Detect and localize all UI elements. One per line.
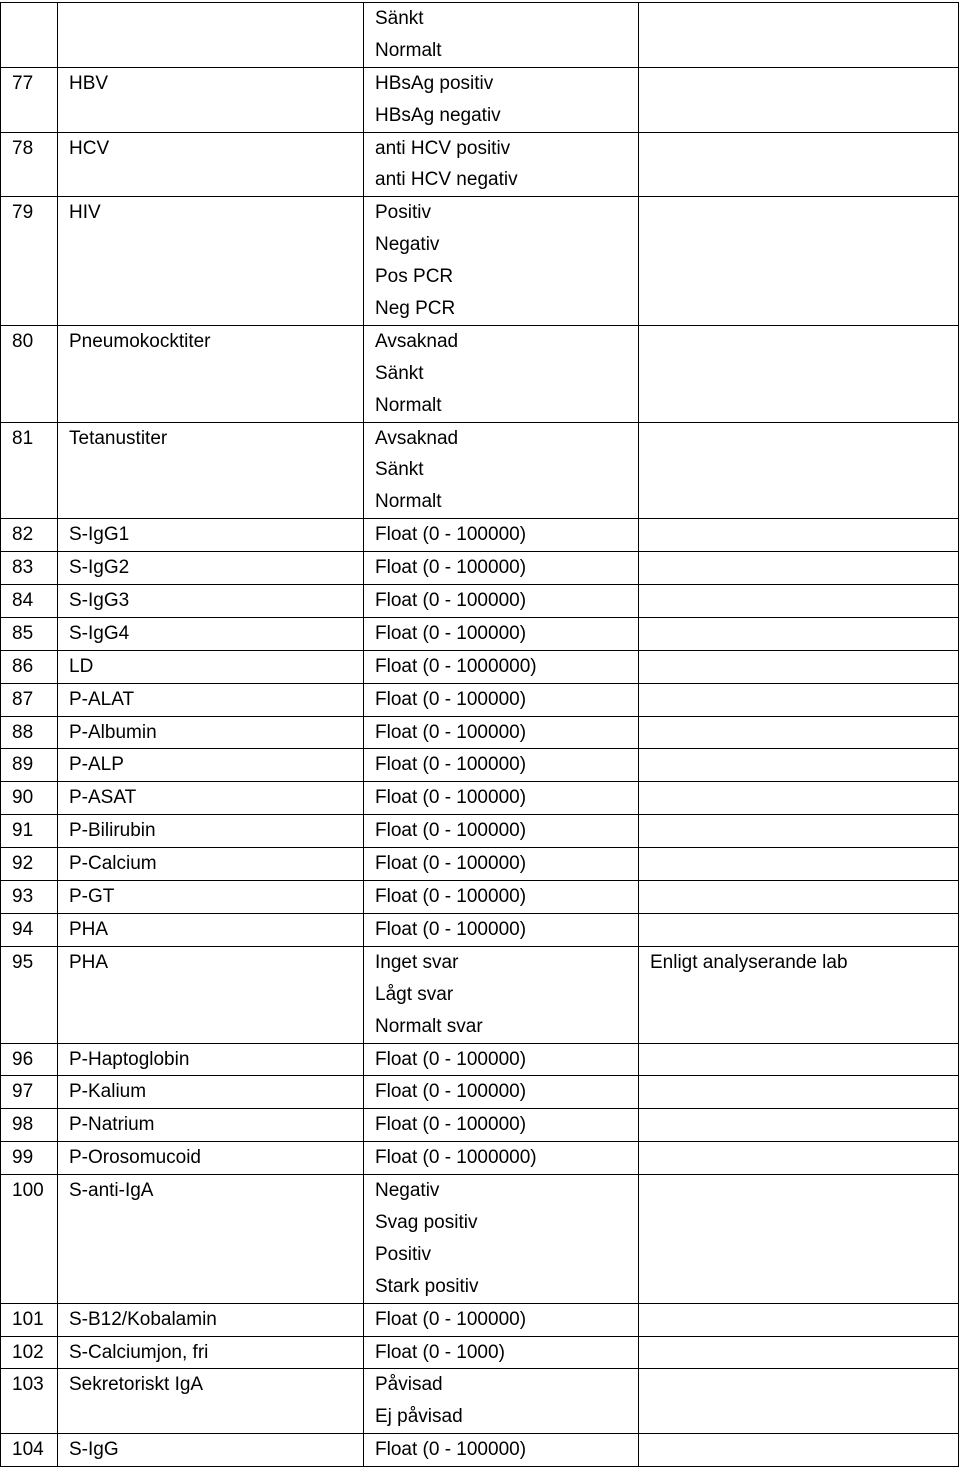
row-number: 79: [12, 202, 34, 224]
note-text: [639, 552, 958, 584]
row-number-cell: [1, 815, 58, 848]
row-number: 87: [12, 688, 34, 710]
parameter-name: P-Orosomucoid: [69, 1147, 201, 1169]
note-text: [639, 914, 958, 946]
parameter-name-cell: [58, 913, 364, 946]
value-option: Sänkt: [375, 362, 424, 384]
value-options-cell: [364, 1076, 639, 1109]
value-options-cell: [364, 1109, 639, 1142]
note-cell: [639, 815, 959, 848]
row-number: 98: [12, 1114, 34, 1136]
value-option: Float (0 - 100000): [375, 1308, 527, 1330]
row-number-cell: [1, 1109, 58, 1142]
note-cell: [639, 1369, 959, 1434]
table-row: [1, 325, 959, 422]
parameter-name-cell: [58, 650, 364, 683]
row-number: 95: [12, 951, 34, 973]
row-number-cell: [1, 782, 58, 815]
value-option: Negativ: [375, 234, 440, 256]
note-text: [639, 1434, 958, 1466]
value-options-cell: [364, 552, 639, 585]
parameter-name: S-IgG2: [69, 557, 130, 579]
row-number-cell: [1, 585, 58, 618]
value-options-cell: [364, 1303, 639, 1336]
table-row: [1, 1434, 959, 1467]
row-number: 101: [12, 1308, 44, 1330]
value-option: Sänkt: [375, 8, 424, 29]
value-options-cell: [364, 815, 639, 848]
note-text: [639, 848, 958, 880]
parameter-name-cell: [58, 782, 364, 815]
value-option: Float (0 - 100000): [375, 524, 527, 546]
parameter-name-cell: [58, 683, 364, 716]
table-row: [1, 1303, 959, 1336]
value-options-cell: [364, 3, 639, 68]
table-row: [1, 683, 959, 716]
value-options-cell: [364, 422, 639, 519]
row-number-cell: [1, 67, 58, 132]
row-number-cell: [1, 1434, 58, 1467]
parameter-name-cell: [58, 716, 364, 749]
note-text: [639, 326, 958, 358]
parameter-name-cell: [58, 1175, 364, 1304]
parameter-name: S-IgG1: [69, 524, 130, 546]
note-text: [639, 1369, 958, 1401]
table-row: [1, 650, 959, 683]
parameter-name-cell: [58, 1369, 364, 1434]
table-row: [1, 1043, 959, 1076]
parameter-name: P-Haptoglobin: [69, 1048, 190, 1070]
value-option: Float (0 - 1000): [375, 1341, 505, 1363]
parameter-name: P-Albumin: [69, 721, 157, 743]
parameter-name-cell: [58, 617, 364, 650]
note-text: [639, 717, 958, 749]
parameter-name-cell: [58, 3, 364, 68]
parameter-name: HIV: [69, 202, 101, 224]
parameter-name-cell: [58, 881, 364, 914]
parameter-name: P-ALP: [69, 754, 124, 776]
value-option: Float (0 - 100000): [375, 590, 527, 612]
parameter-name-cell: [58, 325, 364, 422]
note-text: [639, 133, 958, 165]
parameter-name: [58, 3, 363, 35]
table-row: [1, 3, 959, 68]
row-number-cell: [1, 1303, 58, 1336]
parameter-name-cell: [58, 132, 364, 197]
parameter-name-cell: [58, 1076, 364, 1109]
value-option: anti HCV positiv: [375, 137, 511, 159]
row-number: 102: [12, 1341, 44, 1363]
table-row: [1, 1369, 959, 1434]
row-number: 80: [12, 330, 34, 352]
note-text: [639, 881, 958, 913]
value-options-cell: [364, 1369, 639, 1434]
row-number-cell: [1, 422, 58, 519]
row-number-cell: [1, 683, 58, 716]
table-row: [1, 519, 959, 552]
table-row: [1, 132, 959, 197]
parameter-name: S-IgG4: [69, 622, 130, 644]
parameter-name-cell: [58, 1109, 364, 1142]
value-option: Float (0 - 1000000): [375, 1147, 537, 1169]
value-option: Avsaknad: [375, 427, 459, 449]
note-text: [639, 618, 958, 650]
value-options-cell: [364, 1434, 639, 1467]
row-number: 82: [12, 524, 34, 546]
row-number: 96: [12, 1048, 34, 1070]
note-text: [639, 519, 958, 551]
value-option: Normalt svar: [375, 1015, 483, 1037]
value-option: Normalt: [375, 39, 442, 61]
row-number: 93: [12, 886, 34, 908]
value-options-cell: [364, 519, 639, 552]
note-text: [639, 1337, 958, 1369]
row-number-cell: [1, 749, 58, 782]
table-row: [1, 913, 959, 946]
row-number: 91: [12, 820, 34, 842]
row-number: 85: [12, 622, 34, 644]
value-option: Float (0 - 100000): [375, 688, 527, 710]
value-option: Positiv: [375, 1243, 431, 1265]
parameter-name-cell: [58, 519, 364, 552]
table-row: [1, 1142, 959, 1175]
table-row: [1, 197, 959, 326]
table-row: [1, 617, 959, 650]
value-option: Pos PCR: [375, 266, 454, 288]
lab-parameter-table: [0, 2, 959, 1467]
table-body: [1, 3, 959, 1467]
parameter-name-cell: [58, 422, 364, 519]
row-number: 100: [12, 1180, 44, 1202]
parameter-name-cell: [58, 1434, 364, 1467]
note-cell: [639, 848, 959, 881]
row-number-cell: [1, 1336, 58, 1369]
value-option: Normalt: [375, 491, 442, 513]
value-options-cell: [364, 67, 639, 132]
row-number: 90: [12, 787, 34, 809]
note-cell: [639, 422, 959, 519]
note-text: [639, 815, 958, 847]
value-options-cell: [364, 1043, 639, 1076]
note-text: [639, 651, 958, 683]
row-number: 77: [12, 72, 34, 94]
value-option: Float (0 - 100000): [375, 557, 527, 579]
note-cell: [639, 782, 959, 815]
parameter-name: S-IgG: [69, 1439, 119, 1461]
parameter-name-cell: [58, 585, 364, 618]
row-number: 88: [12, 721, 34, 743]
parameter-name: S-Calciumjon, fri: [69, 1341, 209, 1363]
note-cell: [639, 749, 959, 782]
value-option: Float (0 - 100000): [375, 886, 527, 908]
table-row: [1, 422, 959, 519]
value-option: Neg PCR: [375, 298, 456, 320]
value-options-cell: [364, 848, 639, 881]
row-number: 81: [12, 427, 34, 449]
parameter-name: HCV: [69, 137, 110, 159]
value-options-cell: [364, 585, 639, 618]
row-number-cell: [1, 325, 58, 422]
parameter-name: Pneumokocktiter: [69, 330, 211, 352]
parameter-name: S-IgG3: [69, 590, 130, 612]
row-number: 86: [12, 655, 34, 677]
row-number-cell: [1, 132, 58, 197]
table-row: [1, 1109, 959, 1142]
parameter-name: P-ALAT: [69, 688, 135, 710]
note-text: [639, 1175, 958, 1207]
value-option: Normalt: [375, 394, 442, 416]
table-row: [1, 946, 959, 1043]
parameter-name-cell: [58, 1336, 364, 1369]
table-row: [1, 585, 959, 618]
parameter-name: P-Kalium: [69, 1081, 147, 1103]
parameter-name: PHA: [69, 918, 109, 940]
value-option: Påvisad: [375, 1374, 443, 1396]
note-text: [639, 1044, 958, 1076]
row-number-cell: [1, 617, 58, 650]
value-options-cell: [364, 881, 639, 914]
table-row: [1, 716, 959, 749]
note-cell: [639, 132, 959, 197]
row-number: 78: [12, 137, 34, 159]
parameter-name: LD: [69, 655, 94, 677]
value-options-cell: [364, 913, 639, 946]
table-row: [1, 67, 959, 132]
parameter-name: P-Natrium: [69, 1114, 155, 1136]
row-number: 103: [12, 1374, 44, 1396]
row-number: 92: [12, 853, 34, 875]
table-row: [1, 848, 959, 881]
parameter-name-cell: [58, 552, 364, 585]
table-row: [1, 1076, 959, 1109]
parameter-name-cell: [58, 946, 364, 1043]
row-number-cell: [1, 881, 58, 914]
value-option: Svag positiv: [375, 1211, 478, 1233]
value-options-cell: [364, 1175, 639, 1304]
parameter-name-cell: [58, 1303, 364, 1336]
parameter-name: P-GT: [69, 886, 115, 908]
value-option: Float (0 - 100000): [375, 820, 527, 842]
parameter-name-cell: [58, 848, 364, 881]
note-text: [639, 197, 958, 229]
note-cell: [639, 1303, 959, 1336]
note-cell: [639, 1076, 959, 1109]
note-cell: [639, 552, 959, 585]
value-option: Inget svar: [375, 951, 459, 973]
value-option: Float (0 - 100000): [375, 622, 527, 644]
row-number-cell: [1, 1142, 58, 1175]
parameter-name: Sekretoriskt IgA: [69, 1374, 204, 1396]
table-row: [1, 782, 959, 815]
note-text: [639, 68, 958, 100]
row-number: 89: [12, 754, 34, 776]
row-number-cell: [1, 1043, 58, 1076]
value-option: Positiv: [375, 202, 431, 224]
row-number: 83: [12, 557, 34, 579]
row-number: 99: [12, 1147, 34, 1169]
note-cell: [639, 1043, 959, 1076]
note-cell: [639, 1142, 959, 1175]
row-number: 84: [12, 590, 34, 612]
value-option: Float (0 - 100000): [375, 754, 527, 776]
note-cell: [639, 1109, 959, 1142]
value-option: Stark positiv: [375, 1275, 479, 1297]
row-number-cell: [1, 946, 58, 1043]
note-cell: [639, 585, 959, 618]
value-options-cell: [364, 132, 639, 197]
parameter-name: S-anti-IgA: [69, 1180, 154, 1202]
note-cell: [639, 881, 959, 914]
table-row: [1, 552, 959, 585]
table-row: [1, 1336, 959, 1369]
row-number-cell: [1, 519, 58, 552]
row-number: [1, 3, 57, 35]
note-text: Enligt analyserande lab: [650, 951, 848, 973]
value-options-cell: [364, 946, 639, 1043]
value-options-cell: [364, 782, 639, 815]
table-row: [1, 1175, 959, 1304]
parameter-name-cell: [58, 815, 364, 848]
parameter-name: HBV: [69, 72, 109, 94]
note-text: [639, 782, 958, 814]
note-text: [639, 585, 958, 617]
parameter-name-cell: [58, 749, 364, 782]
note-cell: [639, 913, 959, 946]
value-options-cell: [364, 1336, 639, 1369]
row-number-cell: [1, 1175, 58, 1304]
note-cell: [639, 1336, 959, 1369]
table-row: [1, 881, 959, 914]
row-number-cell: [1, 1369, 58, 1434]
parameter-name: P-Bilirubin: [69, 820, 156, 842]
note-cell: [639, 519, 959, 552]
value-options-cell: [364, 650, 639, 683]
row-number: 97: [12, 1081, 34, 1103]
value-option: Float (0 - 100000): [375, 918, 527, 940]
value-option: Avsaknad: [375, 330, 459, 352]
parameter-name-cell: [58, 67, 364, 132]
row-number: 94: [12, 918, 34, 940]
value-option: Float (0 - 100000): [375, 721, 527, 743]
parameter-name: P-ASAT: [69, 787, 137, 809]
value-option: Float (0 - 100000): [375, 1439, 527, 1461]
value-option: Float (0 - 100000): [375, 853, 527, 875]
value-option: Ej påvisad: [375, 1406, 463, 1428]
value-options-cell: [364, 716, 639, 749]
note-text: [639, 423, 958, 455]
value-option: Float (0 - 100000): [375, 1081, 527, 1103]
note-text: [639, 1304, 958, 1336]
value-options-cell: [364, 1142, 639, 1175]
value-option: Negativ: [375, 1180, 440, 1202]
note-text: [639, 1109, 958, 1141]
note-text: [639, 749, 958, 781]
row-number-cell: [1, 3, 58, 68]
note-cell: [639, 1175, 959, 1304]
value-options-cell: [364, 683, 639, 716]
note-cell: [639, 683, 959, 716]
row-number: 104: [12, 1439, 44, 1461]
table-row: [1, 749, 959, 782]
parameter-name-cell: [58, 1043, 364, 1076]
row-number-cell: [1, 650, 58, 683]
note-cell: [639, 197, 959, 326]
note-text: [639, 3, 958, 35]
value-option: Float (0 - 1000000): [375, 655, 537, 677]
table-row: [1, 815, 959, 848]
value-option: HBsAg positiv: [375, 72, 494, 94]
note-cell: [639, 1434, 959, 1467]
note-cell: [639, 650, 959, 683]
row-number-cell: [1, 848, 58, 881]
note-cell: [639, 946, 959, 1043]
row-number-cell: [1, 197, 58, 326]
note-text: [639, 684, 958, 716]
value-option: Lågt svar: [375, 983, 454, 1005]
note-text: [639, 1142, 958, 1174]
value-option: Float (0 - 100000): [375, 1048, 527, 1070]
parameter-name-cell: [58, 197, 364, 326]
value-options-cell: [364, 617, 639, 650]
note-cell: [639, 67, 959, 132]
parameter-name: P-Calcium: [69, 853, 157, 875]
parameter-name: S-B12/Kobalamin: [69, 1308, 217, 1330]
value-option: Float (0 - 100000): [375, 1114, 527, 1136]
parameter-name: PHA: [69, 951, 109, 973]
value-option: anti HCV negativ: [375, 169, 518, 191]
value-options-cell: [364, 197, 639, 326]
value-options-cell: [364, 749, 639, 782]
row-number-cell: [1, 716, 58, 749]
value-option: HBsAg negativ: [375, 104, 501, 126]
value-option: Float (0 - 100000): [375, 787, 527, 809]
row-number-cell: [1, 552, 58, 585]
note-cell: [639, 716, 959, 749]
row-number-cell: [1, 913, 58, 946]
note-text: [639, 1076, 958, 1108]
value-options-cell: [364, 325, 639, 422]
value-option: Sänkt: [375, 459, 424, 481]
parameter-name: Tetanustiter: [69, 427, 168, 449]
note-cell: [639, 3, 959, 68]
note-cell: [639, 325, 959, 422]
row-number-cell: [1, 1076, 58, 1109]
note-cell: [639, 617, 959, 650]
parameter-name-cell: [58, 1142, 364, 1175]
